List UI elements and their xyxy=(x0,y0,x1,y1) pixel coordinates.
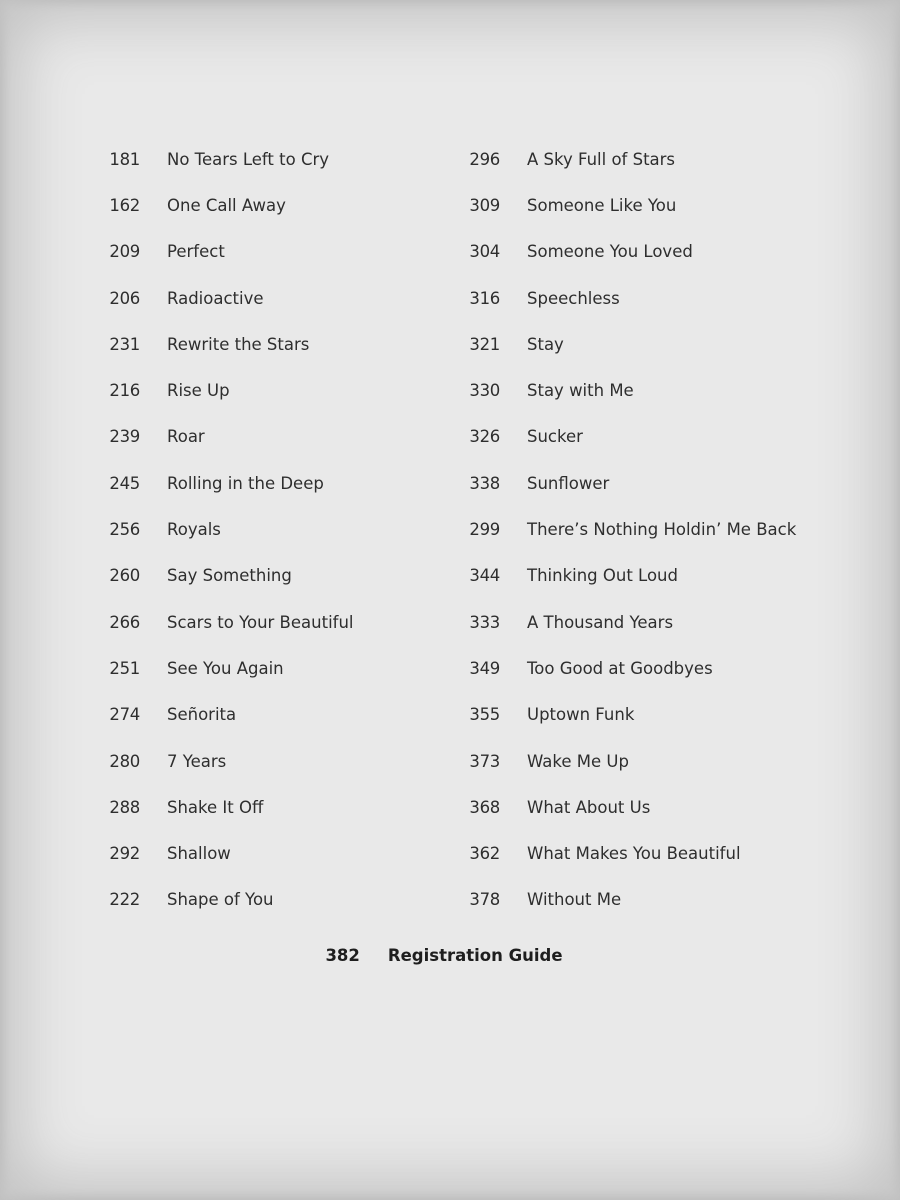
entry-page-number: 260 xyxy=(109,566,140,586)
entry-song-title: Sunflower xyxy=(527,473,610,493)
contents-entry xyxy=(80,414,420,460)
contents-entry xyxy=(440,229,860,275)
contents-entry xyxy=(80,692,420,738)
contents-entry xyxy=(80,321,420,367)
entry-song-title: Rolling in the Deep xyxy=(167,473,324,493)
entry-song-title: One Call Away xyxy=(167,195,286,215)
entry-song-title: Shape of You xyxy=(167,890,274,910)
entry-song-title: Roar xyxy=(167,427,205,447)
entry-song-title: What About Us xyxy=(527,797,651,817)
contents-entry xyxy=(80,506,420,552)
entry-page-number: 222 xyxy=(109,890,140,910)
entry-page-number: 209 xyxy=(109,242,140,262)
contents-entry xyxy=(440,599,860,645)
contents-entry xyxy=(440,645,860,691)
entry-page-number: 362 xyxy=(469,844,500,864)
entry-song-title: Someone Like You xyxy=(527,195,677,215)
contents-entry xyxy=(440,506,860,552)
entry-page-number: 280 xyxy=(109,751,140,771)
footer-title: Registration Guide xyxy=(387,946,563,965)
contents-entry xyxy=(440,738,860,784)
entry-page-number: 216 xyxy=(109,381,140,401)
entry-page-number: 181 xyxy=(109,149,140,169)
entry-page-number: 321 xyxy=(469,334,500,354)
entry-page-number: 338 xyxy=(469,473,500,493)
contents-left-column xyxy=(80,136,420,923)
entry-page-number: 326 xyxy=(469,427,500,447)
entry-page-number: 296 xyxy=(469,149,500,169)
entry-page-number: 316 xyxy=(469,288,500,308)
contents-entry xyxy=(440,275,860,321)
contents-footer-entry xyxy=(0,946,900,965)
contents-entry xyxy=(80,738,420,784)
entry-page-number: 245 xyxy=(109,473,140,493)
contents-entry xyxy=(80,784,420,830)
entry-page-number: 256 xyxy=(109,520,140,540)
entry-song-title: There’s Nothing Holdin’ Me Back xyxy=(527,520,797,540)
contents-entry xyxy=(440,321,860,367)
entry-page-number: 304 xyxy=(469,242,500,262)
entry-page-number: 231 xyxy=(109,334,140,354)
contents-entry xyxy=(80,460,420,506)
contents-entry xyxy=(80,877,420,923)
entry-page-number: 299 xyxy=(469,520,500,540)
entry-song-title: Perfect xyxy=(167,242,225,262)
contents-entry xyxy=(440,877,860,923)
contents-entry xyxy=(440,460,860,506)
entry-page-number: 274 xyxy=(109,705,140,725)
entry-page-number: 349 xyxy=(469,658,500,678)
entry-page-number: 355 xyxy=(469,705,500,725)
entry-song-title: Too Good at Goodbyes xyxy=(527,658,713,678)
entry-song-title: Rewrite the Stars xyxy=(167,334,310,354)
entry-song-title: Shake It Off xyxy=(167,797,264,817)
contents-entry xyxy=(80,645,420,691)
contents-entry xyxy=(440,553,860,599)
entry-song-title: Stay with Me xyxy=(527,381,634,401)
entry-song-title: Rise Up xyxy=(167,381,230,401)
entry-page-number: 288 xyxy=(109,797,140,817)
contents-entry xyxy=(80,553,420,599)
contents-entry xyxy=(80,830,420,876)
contents-entry xyxy=(440,136,860,182)
contents-entry xyxy=(440,414,860,460)
entry-page-number: 292 xyxy=(109,844,140,864)
contents-entry xyxy=(80,599,420,645)
entry-song-title: Say Something xyxy=(167,566,292,586)
contents-entry xyxy=(80,182,420,228)
entry-song-title: Wake Me Up xyxy=(527,751,629,771)
entry-song-title: Someone You Loved xyxy=(527,242,693,262)
contents-entry xyxy=(80,229,420,275)
entry-song-title: Uptown Funk xyxy=(527,705,635,725)
entry-page-number: 309 xyxy=(469,195,500,215)
entry-song-title: A Thousand Years xyxy=(527,612,674,632)
contents-right-column xyxy=(440,136,860,923)
entry-page-number: 344 xyxy=(469,566,500,586)
contents-entry xyxy=(440,784,860,830)
entry-song-title: What Makes You Beautiful xyxy=(527,844,741,864)
entry-song-title: A Sky Full of Stars xyxy=(527,149,676,169)
entry-song-title: Scars to Your Beautiful xyxy=(167,612,354,632)
entry-song-title: Sucker xyxy=(527,427,583,447)
entry-song-title: Royals xyxy=(167,520,221,540)
contents-entry xyxy=(440,830,860,876)
entry-page-number: 378 xyxy=(469,890,500,910)
entry-page-number: 206 xyxy=(109,288,140,308)
entry-page-number: 373 xyxy=(469,751,500,771)
entry-page-number: 368 xyxy=(469,797,500,817)
entry-page-number: 333 xyxy=(469,612,500,632)
entry-song-title: Stay xyxy=(527,334,564,354)
entry-page-number: 162 xyxy=(109,195,140,215)
entry-page-number: 266 xyxy=(109,612,140,632)
entry-song-title: Speechless xyxy=(527,288,620,308)
entry-song-title: Thinking Out Loud xyxy=(527,566,678,586)
contents-entry xyxy=(80,136,420,182)
entry-song-title: No Tears Left to Cry xyxy=(167,149,330,169)
contents-entry xyxy=(80,275,420,321)
contents-entry xyxy=(80,367,420,413)
entry-page-number: 239 xyxy=(109,427,140,447)
entry-song-title: Radioactive xyxy=(167,288,264,308)
entry-song-title: Shallow xyxy=(167,844,231,864)
contents-entry xyxy=(440,367,860,413)
entry-song-title: Without Me xyxy=(527,890,622,910)
contents-entry xyxy=(440,182,860,228)
entry-song-title: Señorita xyxy=(167,705,237,725)
contents-entry xyxy=(440,692,860,738)
entry-page-number: 330 xyxy=(469,381,500,401)
entry-song-title: See You Again xyxy=(167,658,284,678)
footer-page-number: 382 xyxy=(325,946,360,965)
entry-page-number: 251 xyxy=(109,658,140,678)
entry-song-title: 7 Years xyxy=(167,751,227,771)
